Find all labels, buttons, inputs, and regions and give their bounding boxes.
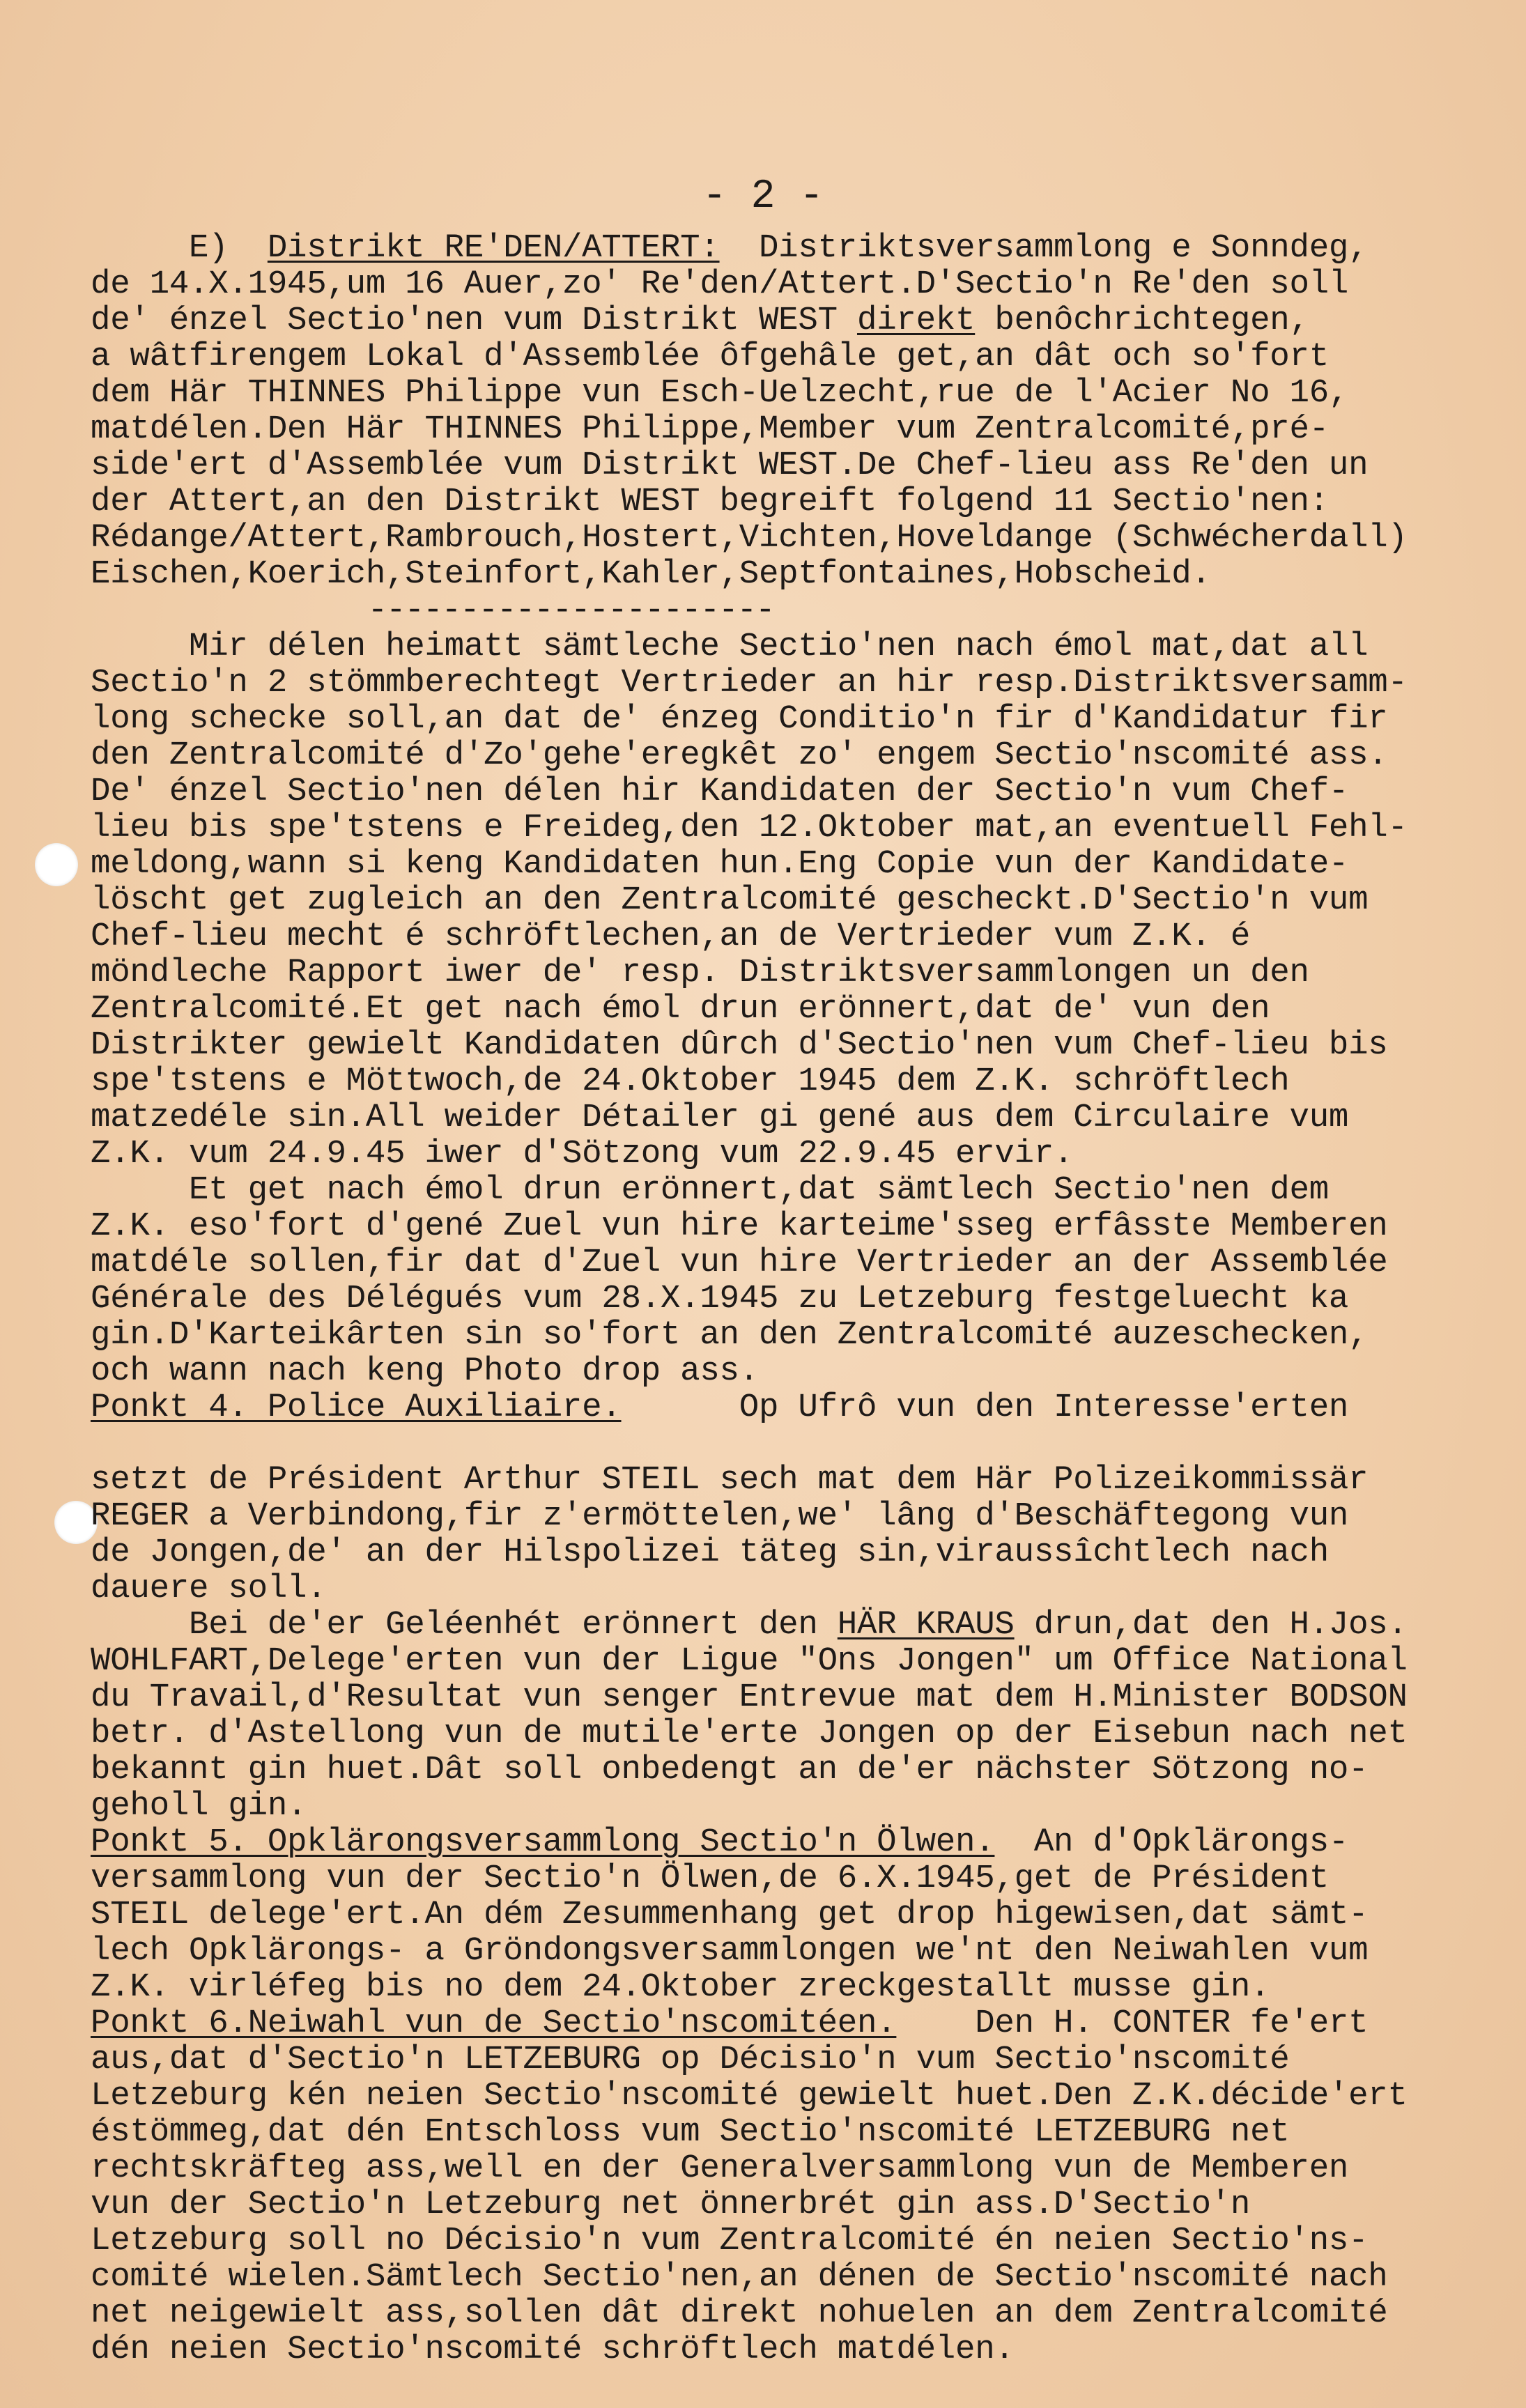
text-segment: De' énzel Sectio'nen délen hir Kandidaten der Sectio'n vum Chef- (91, 773, 1349, 810)
text-segment: gin.D'Karteikârten sin so'fort an den Zentralcomité auzeschecken, (91, 1316, 1369, 1354)
text-segment: matdélen.Den Här THINNES Philippe,Member vum Zentralcomité,pré- (91, 410, 1329, 448)
text-line (91, 2150, 1526, 2186)
text-line (91, 810, 1526, 846)
text-line (91, 1172, 1526, 1208)
text-line (91, 2005, 1526, 2042)
text-segment: Chef-lieu mecht é schröftlechen,an de Vertrieder vum Z.K. é (91, 918, 1251, 955)
text-line (91, 556, 1526, 592)
text-line (91, 2186, 1526, 2223)
text-segment: Z.K. vum 24.9.45 iwer d'Sötzong vum 22.9.45 ervir. (91, 1135, 1074, 1173)
document-body (91, 230, 1526, 2368)
text-segment: long schecke soll,an dat de' énzeg Conditio'n fir d'Kandidatur fir (91, 700, 1388, 738)
text-line (91, 1063, 1526, 1099)
text-line (91, 1462, 1526, 1498)
text-line (91, 991, 1526, 1027)
text-line (91, 1027, 1526, 1063)
text-line (91, 701, 1526, 737)
text-line (91, 1752, 1526, 1788)
text-segment: dén neien Sectio'nscomité schröftlech matdélen. (91, 2331, 1015, 2368)
text-segment: geholl gin. (91, 1787, 307, 1825)
text-segment: drun,dat den H.Jos. (1014, 1606, 1408, 1644)
text-segment: éstömmeg,dat dén Entschloss vum Sectio'nscomité LETZEBURG net (91, 2113, 1290, 2151)
text-segment: der Attert,an den Distrikt WEST begreift folgend 11 Sectio'nen: (91, 483, 1329, 520)
text-segment: Z.K. virléfeg bis no dem 24.Oktober zreckgestallt musse gin. (91, 1968, 1270, 2006)
text-segment: betr. d'Astellong vun de mutile'erte Jongen op der Eisebun nach net (91, 1715, 1408, 1752)
text-segment: comité wielen.Sämtlech Sectio'nen,an dénen de Sectio'nscomité nach (91, 2258, 1388, 2296)
text-line (91, 2114, 1526, 2150)
text-line (91, 2331, 1526, 2368)
text-line (91, 1281, 1526, 1317)
text-segment: Zentralcomité.Et get nach émol drun erönnert,dat de' vun den (91, 990, 1270, 1028)
punch-hole-upper (35, 843, 78, 886)
text-line (91, 1897, 1526, 1933)
text-segment: versammlong vun der Sectio'n Ölwen,de 6.X.1945,get de Président (91, 1860, 1329, 1897)
underlined-heading: Distrikt RE'DEN/ATTERT: (267, 229, 720, 267)
text-line (91, 1498, 1526, 1534)
divider-rule: ---------------------- (91, 592, 774, 629)
text-line (91, 1788, 1526, 1824)
underlined-heading: Ponkt 4. Police Auxiliaire. (91, 1389, 622, 1426)
text-line (91, 1317, 1526, 1353)
text-line (91, 918, 1526, 955)
text-segment: Générale des Délégués vum 28.X.1945 zu Letzeburg festgeluecht ka (91, 1280, 1349, 1318)
underlined-heading: Ponkt 5. Opklärongsversammlong Sectio'n Ölwen. (91, 1823, 995, 1861)
text-segment: de' énzel Sectio'nen vum Distrikt WEST (91, 302, 857, 339)
text-segment: rechtskräfteg ass,well en der Generalversammlong vun de Memberen (91, 2150, 1349, 2187)
text-segment: löscht get zugleich an den Zentralcomité gescheckt.D'Sectio'n vum (91, 881, 1369, 919)
text-segment: Letzeburg kén neien Sectio'nscomité gewielt huet.Den Z.K.décide'ert (91, 2077, 1408, 2115)
text-line (91, 773, 1526, 810)
text-line (91, 1860, 1526, 1897)
text-line (91, 882, 1526, 918)
text-line (91, 2259, 1526, 2295)
text-segment: side'ert d'Assemblée vum Distrikt WEST.De Chef-lieu ass Re'den un (91, 447, 1369, 484)
text-segment: lech Opklärongs- a Gröndongsversammlongen we'nt den Neiwahlen vum (91, 1932, 1369, 1970)
text-line (91, 1534, 1526, 1570)
text-segment: Distriktsversammlong e Sonndeg, (719, 229, 1369, 267)
text-line (91, 447, 1526, 484)
text-segment: WOHLFART,Delege'erten vun der Ligue "Ons Jongen" um Office National (91, 1642, 1408, 1680)
text-segment: Z.K. eso'fort d'gené Zuel vun hire karteime'sseg erfâsste Memberen (91, 1207, 1388, 1245)
text-line (91, 628, 1526, 665)
text-line (91, 955, 1526, 991)
text-segment: Sectio'n 2 stömmberechtegt Vertrieder an hir resp.Distriktsversamm- (91, 664, 1408, 702)
text-line (91, 1426, 1526, 1462)
text-line (91, 1715, 1526, 1752)
text-line (91, 1099, 1526, 1136)
text-line (91, 1353, 1526, 1389)
page-number: - 2 - (702, 174, 824, 219)
text-line (91, 1969, 1526, 2005)
text-segment: meldong,wann si keng Kandidaten hun.Eng Copie vun der Kandidate- (91, 845, 1349, 883)
text-segment: du Travail,d'Resultat vun senger Entrevue mat dem H.Minister BODSON (91, 1678, 1408, 1716)
text-segment: möndleche Rapport iwer de' resp. Distriktsversammlongen un den (91, 954, 1309, 991)
text-segment: aus,dat d'Sectio'n LETZEBURG op Décisio'n vum Sectio'nscomité (91, 2041, 1290, 2078)
text-segment: net neigewielt ass,sollen dât direkt nohuelen an dem Zentralcomité (91, 2294, 1388, 2332)
text-line (91, 665, 1526, 701)
text-line (91, 737, 1526, 773)
text-segment: REGER a Verbindong,fir z'ermöttelen,we' lâng d'Beschäftegong vun (91, 1497, 1349, 1535)
text-segment: de Jongen,de' an der Hilspolizei täteg sin,viraussîchtlech nach (91, 1534, 1329, 1571)
text-line (91, 1643, 1526, 1679)
text-segment: den Zentralcomité d'Zo'gehe'eregkêt zo' engem Sectio'nscomité ass. (91, 736, 1388, 774)
text-line (91, 1244, 1526, 1281)
text-line (91, 2223, 1526, 2259)
text-segment: bekannt gin huet.Dât soll onbedengt an de'er nächster Sötzong no- (91, 1751, 1369, 1789)
text-line (91, 2295, 1526, 2331)
text-line (91, 1136, 1526, 1172)
text-segment: dem Här THINNES Philippe vun Esch-Uelzecht,rue de l'Acier No 16, (91, 374, 1349, 412)
underlined-heading: HÄR KRAUS (837, 1606, 1015, 1644)
text-segment: Op Ufrô vun den Interesse'erten (621, 1389, 1349, 1426)
text-line (91, 266, 1526, 302)
text-line (91, 592, 1526, 628)
text-line (91, 1607, 1526, 1643)
text-segment: An d'Opklärongs- (994, 1823, 1349, 1861)
text-line (91, 520, 1526, 556)
text-segment: a wâtfirengem Lokal d'Assemblée ôfgehâle get,an dât och so'fort (91, 338, 1329, 376)
text-segment: Letzeburg soll no Décisio'n vum Zentralcomité én neien Sectio'ns- (91, 2222, 1369, 2260)
text-segment: Distrikter gewielt Kandidaten dûrch d'Sectio'nen vum Chef-lieu bis (91, 1026, 1388, 1064)
text-line (91, 302, 1526, 339)
text-line (91, 1933, 1526, 1969)
text-line (91, 2078, 1526, 2114)
text-line (91, 1389, 1526, 1426)
text-line (91, 1570, 1526, 1607)
text-segment: lieu bis spe'tstens e Freideg,den 12.Oktober mat,an eventuell Fehl- (91, 809, 1408, 847)
text-segment: STEIL delege'ert.An dém Zesummenhang get drop higewisen,dat sämt- (91, 1896, 1369, 1934)
text-segment: Bei de'er Geléenhét erönnert den (91, 1606, 838, 1644)
text-segment: matzedéle sin.All weider Détailer gi gené aus dem Circulaire vum (91, 1099, 1349, 1136)
underlined-heading: direkt (856, 302, 976, 339)
text-segment: benôchrichtegen, (975, 302, 1309, 339)
underlined-heading: Ponkt 6.Neiwahl vun de Sectio'nscomitéen. (91, 2005, 897, 2042)
text-segment: Mir délen heimatt sämtleche Sectio'nen nach émol mat,dat all (91, 628, 1369, 665)
text-line (91, 1679, 1526, 1715)
text-segment: matdéle sollen,fir dat d'Zuel vun hire Vertrieder an der Assemblée (91, 1244, 1388, 1281)
text-line (91, 846, 1526, 882)
text-line (91, 2042, 1526, 2078)
text-segment: och wann nach keng Photo drop ass. (91, 1352, 759, 1390)
text-segment: E) (91, 229, 268, 267)
text-line (91, 484, 1526, 520)
text-line (91, 411, 1526, 447)
text-line (91, 1208, 1526, 1244)
text-segment: spe'tstens e Möttwoch,de 24.Oktober 1945 dem Z.K. schröftlech (91, 1063, 1290, 1100)
text-segment: de 14.X.1945,um 16 Auer,zo' Re'den/Attert.D'Sectio'n Re'den soll (91, 265, 1349, 303)
text-segment: Et get nach émol drun erönnert,dat sämtlech Sectio'nen dem (91, 1171, 1329, 1209)
text-segment: Den H. CONTER fe'ert (896, 2005, 1369, 2042)
text-segment: vun der Sectio'n Letzeburg net önnerbrét gin ass.D'Sectio'n (91, 2186, 1251, 2223)
text-segment: Eischen,Koerich,Steinfort,Kahler,Septfontaines,Hobscheid. (91, 555, 1211, 593)
text-line (91, 339, 1526, 375)
text-segment: dauere soll. (91, 1570, 327, 1607)
text-line (91, 230, 1526, 266)
text-line (91, 375, 1526, 411)
text-segment: Rédange/Attert,Rambrouch,Hostert,Vichten,Hoveldange (Schwécherdall) (91, 519, 1408, 557)
text-segment: setzt de Président Arthur STEIL sech mat dem Här Polizeikommissär (91, 1461, 1369, 1499)
text-line (91, 1824, 1526, 1860)
